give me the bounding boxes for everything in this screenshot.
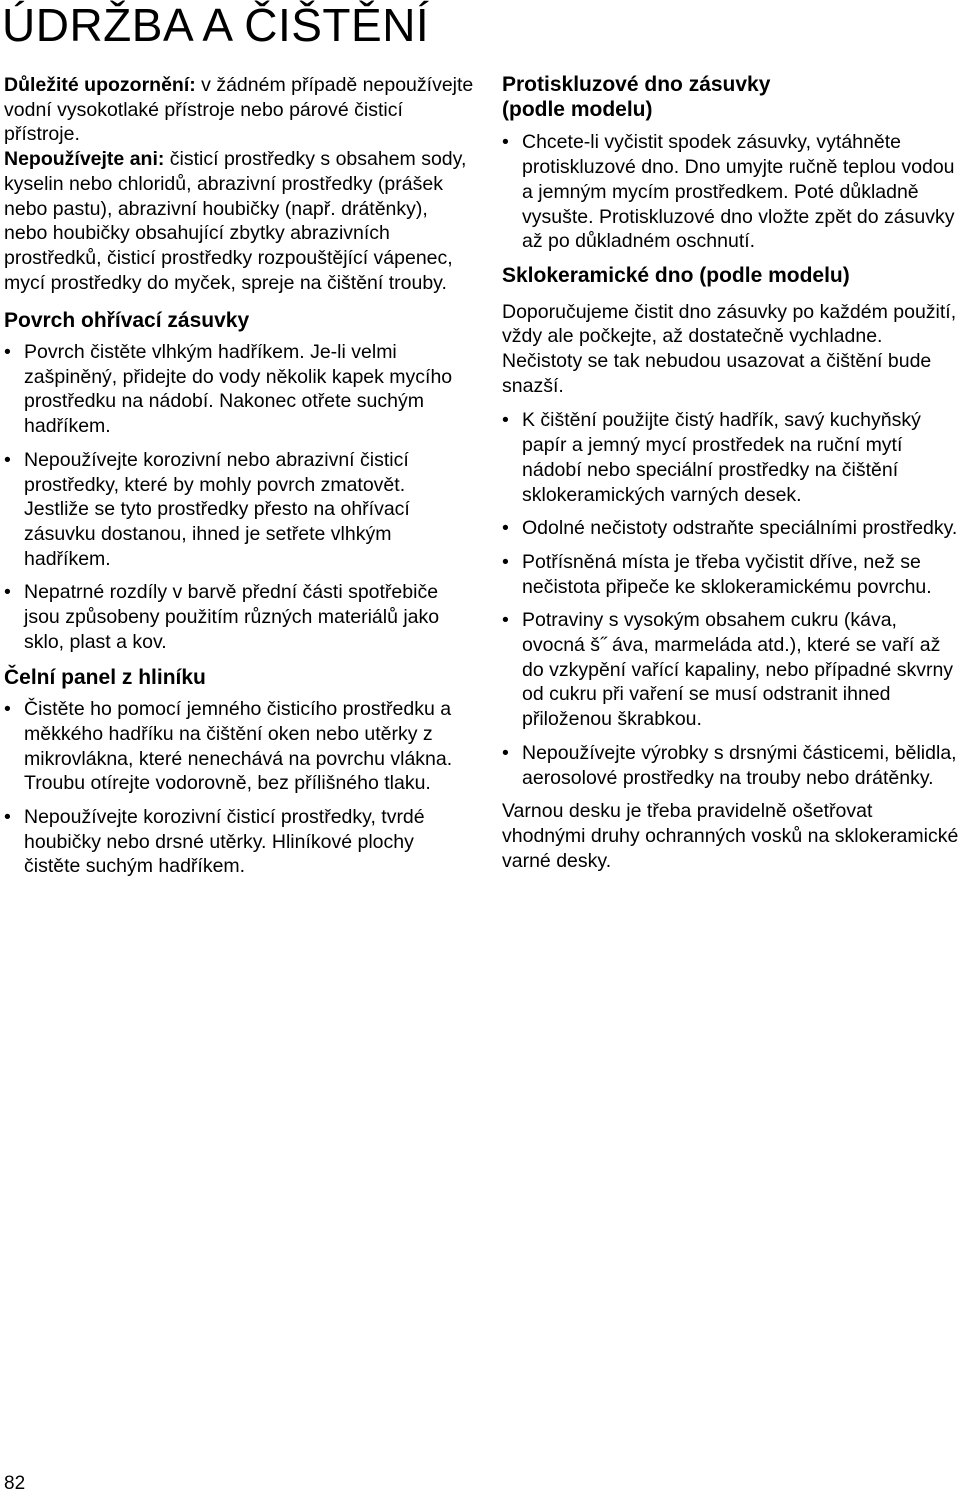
warning-label: Nepoužívejte ani: bbox=[4, 148, 165, 171]
important-notice bbox=[4, 73, 474, 295]
section-heading-aluminium-panel: Čelní panel z hliníku bbox=[4, 666, 206, 690]
glass-ceramic-outro: Varnou desku je třeba pravidelně ošetřovat vhodnými druhy ochranných vosků na sklokeramické varné desky. bbox=[502, 800, 959, 872]
heading-line: Protiskluzové dno zásuvky bbox=[502, 73, 771, 96]
heading-line: (podle modelu) bbox=[502, 97, 653, 121]
right-column bbox=[502, 73, 960, 873]
section-heading-antislip-bottom bbox=[502, 73, 960, 122]
notice-label: Důležité upozornění: bbox=[4, 74, 196, 96]
drawer-surface-list bbox=[4, 340, 474, 654]
page-number: 82 bbox=[4, 1473, 26, 1494]
list-item: • K čištění použijte čistý hadřík, savý kuchyňský papír a jemný mycí prostředek na ruční mytí nádobí nebo speciální prostředky na čištění sklokeramických varných desek. bbox=[502, 408, 960, 507]
list-item: • Čistěte ho pomocí jemného čisticího prostředku a měkkého hadříku na čištění oken nebo utěrky z mikrovlákna, které nenechává na povrchu vlákna. Troubu otírejte vodorovně, bez přílišného tlaku. bbox=[4, 697, 474, 796]
left-column bbox=[4, 73, 474, 879]
section-heading-drawer-surface: Povrch ohřívací zásuvky bbox=[4, 309, 250, 333]
list-item: • Potřísněná místa je třeba vyčistit dříve, než se nečistota připeče ke sklokeramickému povrchu. bbox=[502, 550, 960, 599]
antislip-bottom-list bbox=[502, 130, 960, 254]
section-heading-glass-ceramic: Sklokeramické dno (podle modelu) bbox=[502, 263, 850, 287]
list-item: • Povrch čistěte vlhkým hadříkem. Je-li velmi zašpiněný, přidejte do vody několik kapek mycího prostředku na nádobí. Nakonec otřete suchým hadříkem. bbox=[4, 340, 474, 439]
list-item: • Potraviny s vysokým obsahem cukru (káva, ovocná š˝ áva, marmeláda atd.), které se vaří až do vzkypění vařící kapaliny, nebo případné skvrny od cukru při vaření se musí odstranit ihned přiloženou škrabkou. bbox=[502, 608, 960, 732]
list-item: • Nepatrné rozdíly v barvě přední části spotřebiče jsou způsobeny použitím různých materiálů jako sklo, plast a kov. bbox=[4, 580, 474, 654]
notice-text: v žádném případě nepoužívejte vodní vysokotlaké přístroje nebo párové čisticí přístroje. bbox=[4, 74, 474, 146]
list-item: • Nepoužívejte výrobky s drsnými částicemi, bělidla, aerosolové prostředky na trouby nebo drátěnky. bbox=[502, 741, 960, 790]
glass-ceramic-list bbox=[502, 408, 960, 790]
warning-text: čisticí prostředky s obsahem sody, kyselin nebo chloridů, abrazivní prostředky (prášek nebo pastu), abrazivní houbičky (např. drátěnky), nebo houbičky obsahující zbytky abrazivních prostředků, čisticí prostředky rozpouštějící vápenec, mycí prostředky do myček, spreje na čištění trouby. bbox=[4, 148, 467, 294]
aluminium-panel-list bbox=[4, 697, 474, 879]
glass-ceramic-intro: Doporučujeme čistit dno zásuvky po každém použití, vždy ale počkejte, až dostatečně vychladne. Nečistoty se tak nebudou usazovat a čištění bude snazší. bbox=[502, 300, 957, 397]
list-item: • Odolné nečistoty odstraňte speciálními prostředky. bbox=[502, 516, 960, 541]
list-item: • Nepoužívejte korozivní čisticí prostředky, tvrdé houbičky nebo drsné utěrky. Hliníkové plochy čistěte suchým hadříkem. bbox=[4, 805, 474, 879]
list-item: • Nepoužívejte korozivní nebo abrazivní čisticí prostředky, které by mohly povrch zmatovět. Jestliže se tyto prostředky přesto na ohřívací zásuvku dostanou, ihned je setřete vlhkým hadříkem. bbox=[4, 448, 474, 572]
page-title: ÚDRŽBA A ČIŠTĚNÍ bbox=[2, 0, 430, 51]
list-item: • Chcete-li vyčistit spodek zásuvky, vytáhněte protiskluzové dno. Dno umyjte ručně teplou vodou a jemným mycím prostředkem. Poté důkladně vysušte. Protiskluzové dno vložte zpět do zásuvky až po důkladném oschnutí. bbox=[502, 130, 960, 254]
